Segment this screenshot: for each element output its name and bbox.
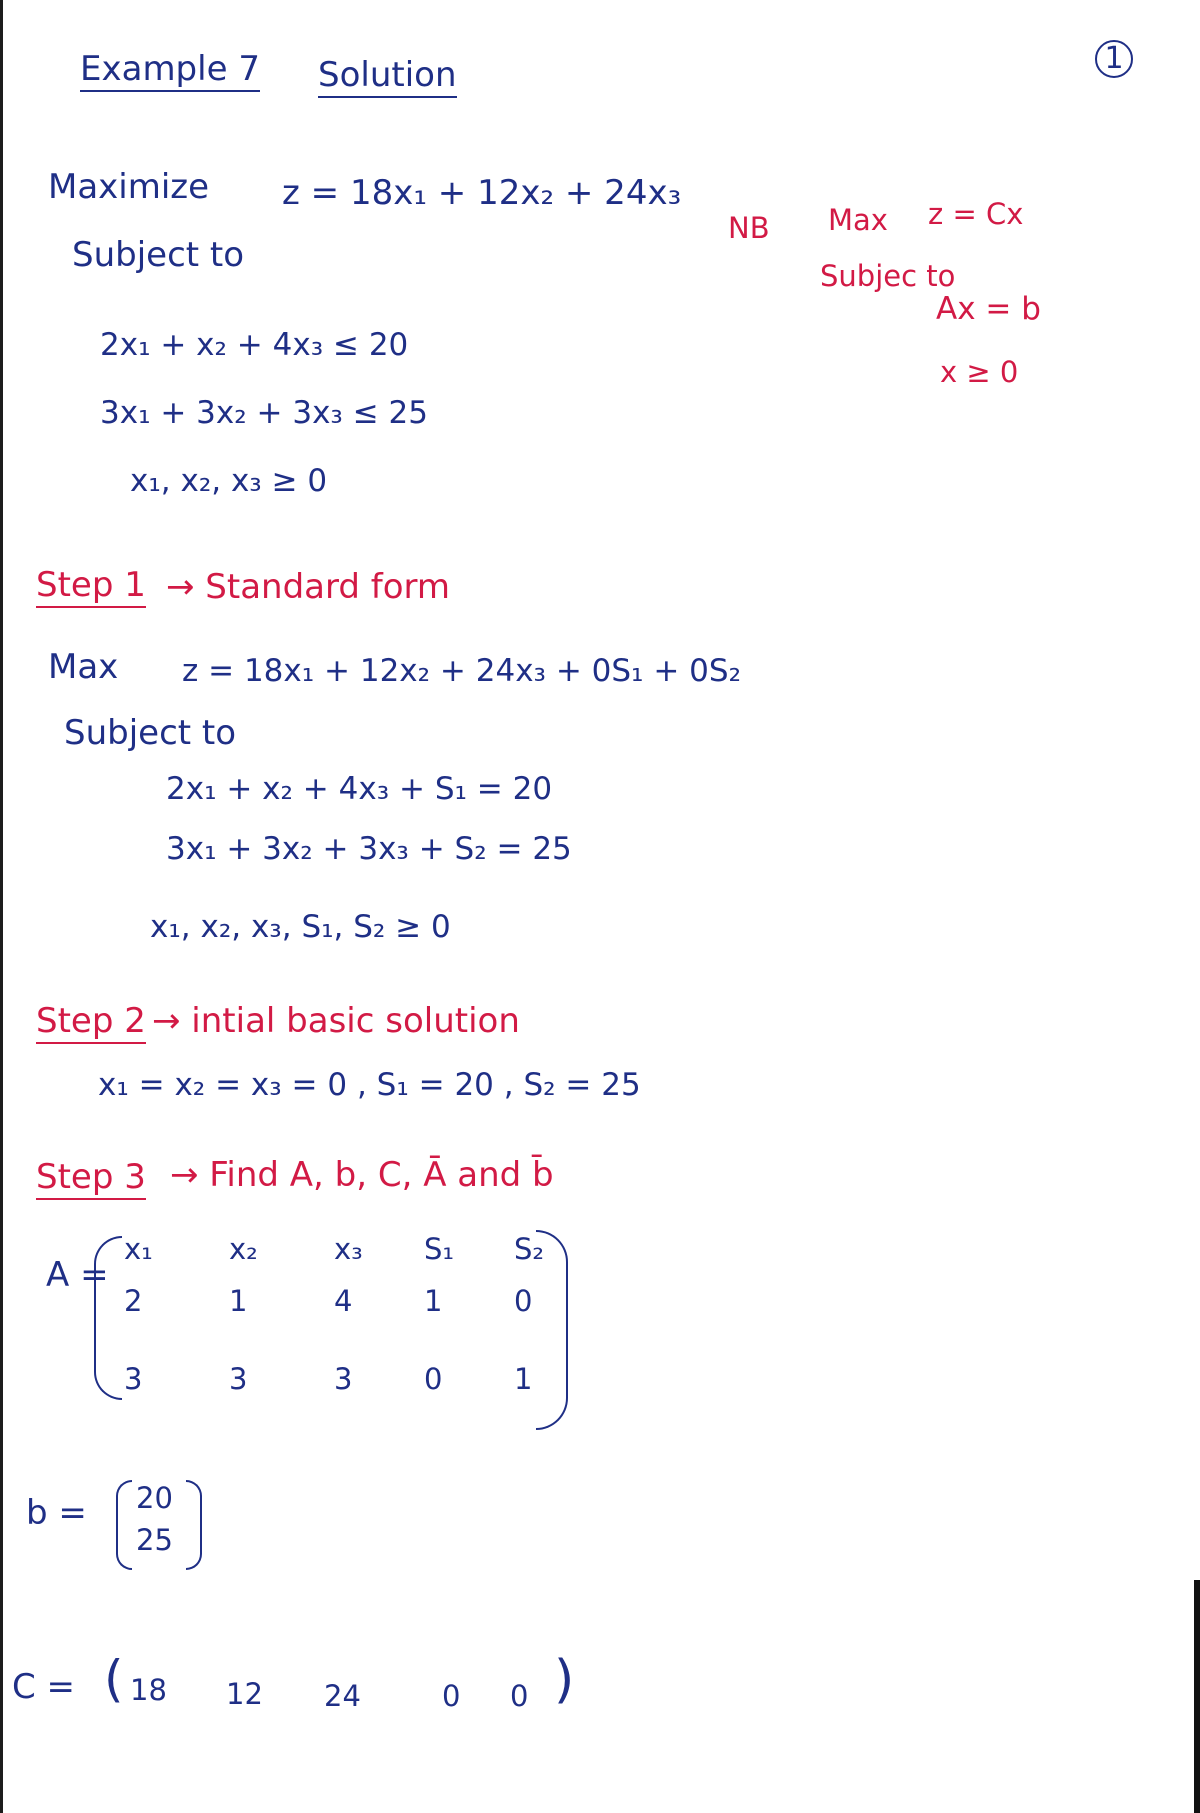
matrix-a-cell: 1 xyxy=(424,1284,443,1318)
vector-c-label: C = xyxy=(12,1667,76,1707)
page-right-edge xyxy=(1194,1580,1200,1813)
subject-to-label: Subject to xyxy=(72,235,245,275)
matrix-a-cell: 3 xyxy=(334,1362,353,1396)
matrix-a-header: x₂ xyxy=(229,1232,258,1266)
step2-heading: Step 2 xyxy=(36,1004,146,1044)
note-label: NB xyxy=(728,211,770,245)
matrix-a-header: x₃ xyxy=(334,1232,363,1266)
page-number: 1 xyxy=(1095,40,1133,78)
note-constraint: Ax = b xyxy=(936,291,1041,327)
note-max-label: Max xyxy=(828,203,888,237)
step1-max-label: Max xyxy=(48,647,119,687)
vector-b-value: 25 xyxy=(136,1523,173,1557)
matrix-a-header: S₁ xyxy=(424,1232,455,1266)
vector-b-left-bracket xyxy=(116,1480,132,1570)
vector-c-value: 18 xyxy=(130,1673,167,1707)
step1-constraint-2: 3x₁ + 3x₂ + 3x₃ + S₂ = 25 xyxy=(166,831,572,867)
constraint-2: 3x₁ + 3x₂ + 3x₃ ≤ 25 xyxy=(100,395,428,431)
page-title-solution: Solution xyxy=(318,58,457,98)
matrix-a-cell: 0 xyxy=(514,1284,533,1318)
step1-heading: Step 1 xyxy=(36,568,146,608)
matrix-a-cell: 0 xyxy=(424,1362,443,1396)
matrix-a-cell: 1 xyxy=(229,1284,248,1318)
step3-heading: Step 3 xyxy=(36,1160,146,1200)
matrix-a-label: A = xyxy=(46,1255,109,1295)
step1-objective: z = 18x₁ + 12x₂ + 24x₃ + 0S₁ + 0S₂ xyxy=(182,653,741,689)
step1-constraint-1: 2x₁ + x₂ + 4x₃ + S₁ = 20 xyxy=(166,771,553,807)
nonnegativity-constraint: x₁, x₂, x₃ ≥ 0 xyxy=(130,463,328,499)
vector-b-value: 20 xyxy=(136,1481,173,1515)
vector-b-right-bracket xyxy=(186,1480,202,1570)
objective-function: z = 18x₁ + 12x₂ + 24x₃ xyxy=(282,173,682,213)
note-nonnegativity: x ≥ 0 xyxy=(940,355,1019,389)
page-left-edge xyxy=(0,0,3,1813)
matrix-a-cell: 3 xyxy=(124,1362,143,1396)
vector-c-value: 0 xyxy=(510,1679,529,1713)
step1-nonnegativity: x₁, x₂, x₃, S₁, S₂ ≥ 0 xyxy=(150,909,451,945)
matrix-a-header: S₂ xyxy=(514,1232,545,1266)
step3-title: → Find A, b, C, Ā and b̄ xyxy=(170,1155,554,1195)
matrix-a-cell: 1 xyxy=(514,1362,533,1396)
matrix-a-cell: 4 xyxy=(334,1284,353,1318)
vector-c-left-paren: ( xyxy=(104,1650,124,1708)
constraint-1: 2x₁ + x₂ + 4x₃ ≤ 20 xyxy=(100,327,409,363)
note-objective: z = Cx xyxy=(928,197,1024,231)
matrix-a-header-row xyxy=(124,1232,604,1266)
matrix-a-row-2 xyxy=(124,1362,604,1396)
step1-title: → Standard form xyxy=(166,567,451,607)
matrix-a-left-bracket xyxy=(94,1236,122,1400)
page-title: Example 7 xyxy=(80,52,260,92)
vector-c-value: 12 xyxy=(226,1677,263,1711)
note-subject-to: Subjec to xyxy=(820,259,956,293)
vector-c-right-paren: ) xyxy=(554,1650,575,1710)
step2-initial-solution: x₁ = x₂ = x₃ = 0 , S₁ = 20 , S₂ = 25 xyxy=(98,1067,641,1103)
vector-c-value: 24 xyxy=(324,1679,361,1713)
matrix-a-header: x₁ xyxy=(124,1232,153,1266)
matrix-a-cell: 2 xyxy=(124,1284,143,1318)
step1-subject-to: Subject to xyxy=(64,713,237,753)
maximize-label: Maximize xyxy=(48,167,210,207)
matrix-a-row-1 xyxy=(124,1284,604,1318)
matrix-a-cell: 3 xyxy=(229,1362,248,1396)
vector-b-label: b = xyxy=(26,1493,87,1533)
step2-title: → intial basic solution xyxy=(152,1001,520,1041)
vector-c-value: 0 xyxy=(442,1679,461,1713)
